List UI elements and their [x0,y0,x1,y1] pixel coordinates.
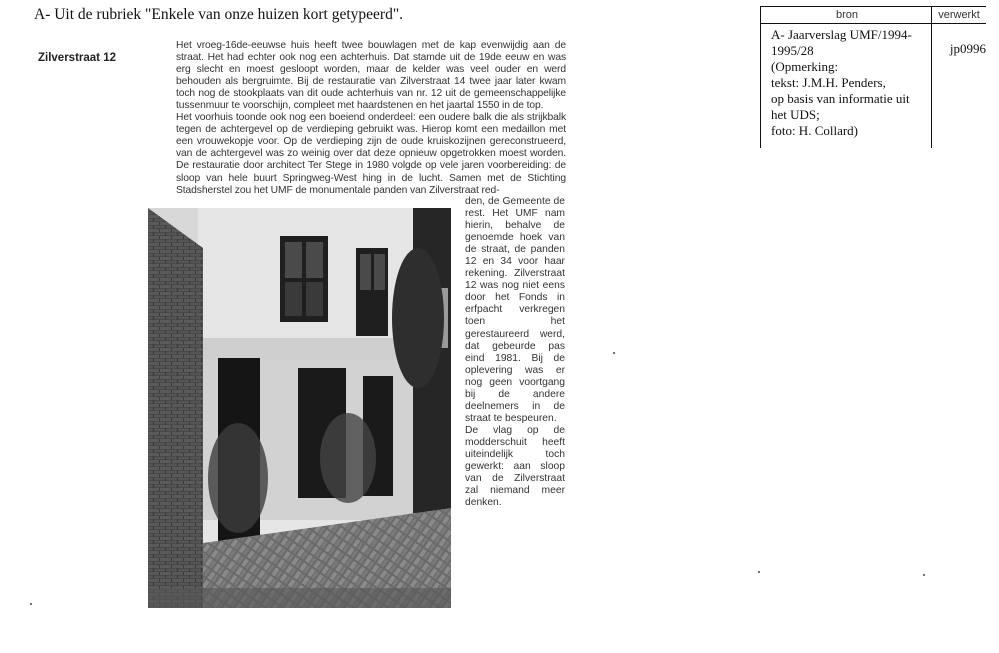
source-cell [761,24,932,149]
scan-speck [758,571,760,573]
scan-speck [923,574,925,576]
source-line: A- Jaarverslag UMF/1994- [771,27,912,42]
header-processed: verwerkt [932,7,987,24]
header-source: bron [761,7,932,24]
article-paragraph-1: Het vroeg-16de-eeuwse huis heeft twee bouwlagen met de kap evenwijdig aan de straat. Het had echter ook nog een achterhuis. Dat stamde uit de 19de eeuw en was erg slecht en moest gesloopt worden, maar de kelder was veel ouder en werd behouden als bergruimte. Bij de restauratie van Zilverstraat 14 twee jaar later kwam toch nog de stookplaats van dit oude achterhuis van nr. 12 uit de gemeenschappelijke tussenmuur te voorschijn, compleet met haardstenen en het jaartal 1550 in de top. [176,40,566,112]
scan-speck [613,352,615,354]
article-column [465,196,565,509]
document-heading: A- Uit de rubriek "Enkele van onze huizen kort getypeerd". [34,6,404,23]
processed-cell [932,24,987,149]
source-line: tekst: J.M.H. Penders, [771,75,886,90]
source-line: op basis van informatie uit [771,91,910,106]
source-table [760,6,986,148]
article-body [176,40,566,197]
article-paragraph-2: Het voorhuis toonde ook nog een boeiend onderdeel: een oudere balk die als strijkbalk tegen de achtergevel op de verdieping gebruikt was. Hierop komt een medaillon met een vrouwekopje voor. Op de verdieping zijn de oude kruiskozijnen gereconstrueerd, van de achtergevel was zo weinig over dat deze opnieuw opgetrokken moest worden. De restauratie door architect Ter Stege in 1980 volgde op vele jaren voorbereiding: de sloop van hele buurt Springweg-West hing in de lucht. Samen met de Stichting Stadsherstel zou het UMF de monumentale panden van Zilverstraat red- [176,112,566,196]
house-photo [148,208,451,608]
scan-speck [30,603,32,605]
processed-id: jp0996 [949,41,986,56]
article-subject: Zilverstraat 12 [38,52,116,64]
source-line: foto: H. Collard) [771,123,859,138]
article-column-text: den, de Gemeente de rest. Het UMF nam hierin, behalve de genoemde hoek van de straat, de panden 12 en 34 voor haar rekening. Zilverstraat 12 was nog niet eens door het Fonds in erfpacht verkregen toen het gerestaureerd werd, dat gebeurde pas eind 1981. Bij de oplevering was er nog geen voortgang bij de andere deelnemers in de straat te bespeuren. [465,196,565,424]
source-line: het UDS; [771,107,820,122]
article-column-text-2: De vlag op de modderschuit heeft uiteindelijk toch gewerkt: aan sloop van de Zilverstraat zal niemand meer denken. [465,424,565,509]
source-line: 1995/28 [771,43,814,58]
source-line: (Opmerking: [771,59,839,74]
